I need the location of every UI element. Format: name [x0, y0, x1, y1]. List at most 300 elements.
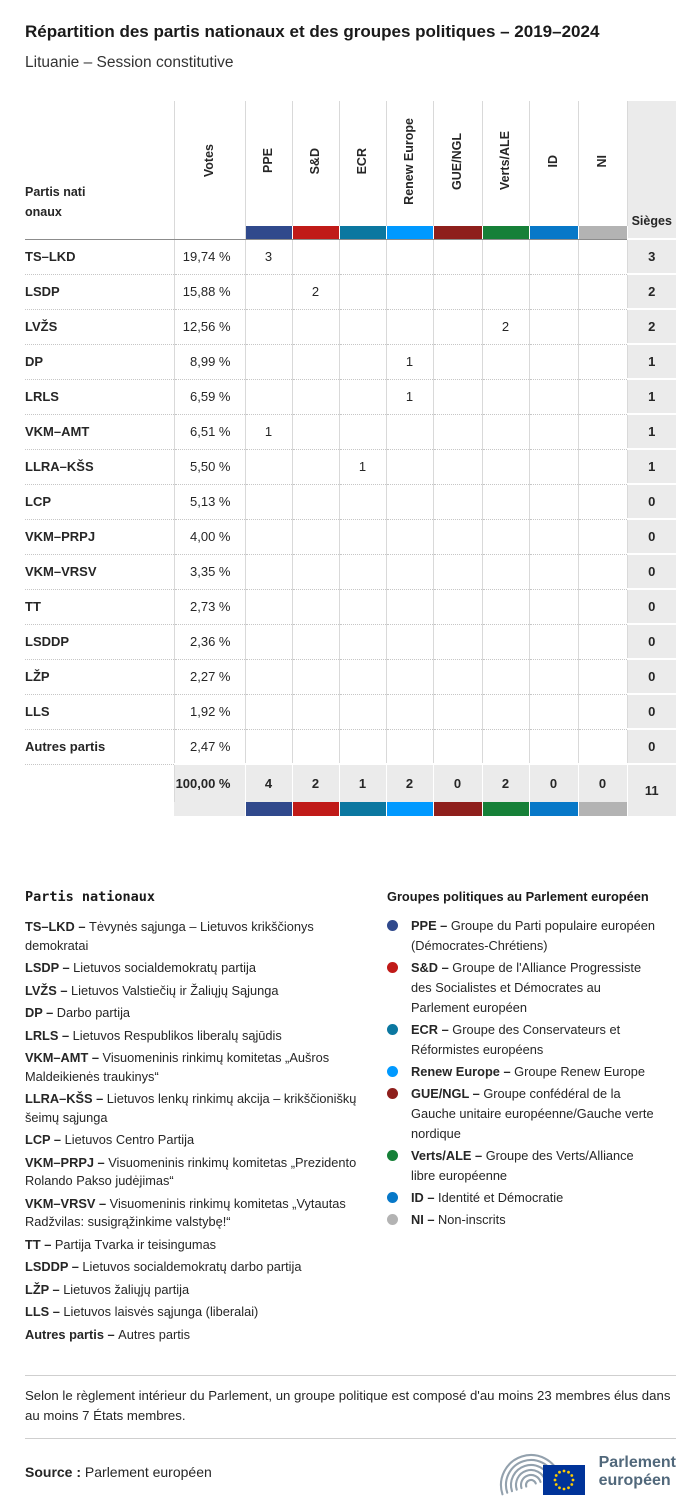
ep-logo-icon: [493, 1445, 589, 1499]
party-code: LSDDP: [25, 624, 174, 659]
group-legend-name: Identité et Démocratie: [438, 1190, 564, 1205]
group-legend-name: Groupe des Verts/Alliance libre européenne: [411, 1148, 634, 1183]
group-color-swatch-guengl: [433, 802, 482, 816]
divider: [25, 1438, 676, 1439]
party-legend-code: LVŽS: [25, 982, 57, 998]
table-row: [25, 694, 676, 729]
group-seat-cell: [292, 484, 339, 519]
group-seat-cell: [433, 694, 482, 729]
votes-value: 8,99 %: [174, 344, 245, 379]
party-code: LŽP: [25, 659, 174, 694]
party-code: DP: [25, 344, 174, 379]
group-seat-cell: [386, 624, 433, 659]
party-legend-code: VKM–AMT: [25, 1050, 89, 1065]
group-seat-cell: [482, 659, 529, 694]
party-code: LCP: [25, 484, 174, 519]
group-seat-cell: [529, 484, 578, 519]
table-row: [25, 309, 676, 344]
sieges-value: 2: [627, 309, 676, 344]
group-legend-name: Groupe des Conservateurs et Réformistes européens: [411, 1022, 621, 1057]
sieges-value: 0: [627, 694, 676, 729]
group-seat-cell: [245, 309, 292, 344]
group-seat-cell: [245, 694, 292, 729]
group-seat-cell: [482, 274, 529, 309]
group-seat-cell: [339, 554, 386, 589]
votes-value: 5,50 %: [174, 449, 245, 484]
group-seat-cell: [386, 729, 433, 764]
group-seat-cell: [578, 309, 627, 344]
group-seat-cell: [578, 379, 627, 414]
sieges-column-header: Sièges: [627, 101, 676, 239]
party-code: Autres partis: [25, 729, 174, 764]
total-group-seats: 4: [245, 764, 292, 802]
group-seat-cell: 1: [245, 414, 292, 449]
header-color-bar: [25, 226, 676, 239]
group-seat-cell: [339, 729, 386, 764]
group-legend-header: Groupes politiques au Parlement européen: [387, 889, 649, 904]
group-legend-name: Groupe confédéral de la Gauche unitaire européenne/Gauche verte nordique: [411, 1086, 654, 1141]
table-row: [25, 554, 676, 589]
group-seat-cell: [433, 484, 482, 519]
group-seat-cell: [386, 519, 433, 554]
party-legend-name: Lietuvos lenkų rinkimų akcija – krikščioniškų šeimų sąjunga: [25, 1091, 357, 1125]
party-legend-code: Autres partis: [25, 1326, 104, 1342]
group-seat-cell: [433, 309, 482, 344]
total-group-seats: 0: [529, 764, 578, 802]
group-seat-cell: [433, 729, 482, 764]
party-code: VKM–AMT: [25, 414, 174, 449]
group-seat-cell: [529, 729, 578, 764]
group-seat-cell: [578, 414, 627, 449]
party-legend-item: DP – Darbo partija: [25, 1005, 131, 1020]
group-seat-cell: [245, 729, 292, 764]
group-color-dot: [387, 1088, 398, 1099]
group-seat-cell: [433, 379, 482, 414]
group-legend-name: Groupe de l'Alliance Progressiste des Socialistes et Démocrates au Parlement européen: [411, 960, 642, 1015]
group-seat-cell: [529, 414, 578, 449]
group-seat-cell: [578, 344, 627, 379]
ep-logo-wordmark: Parlement européen: [598, 1454, 676, 1489]
group-legend: [387, 889, 659, 1348]
party-legend-name: Darbo partija: [56, 1005, 131, 1020]
group-seat-cell: [578, 274, 627, 309]
group-seat-cell: [433, 624, 482, 659]
group-seat-cell: [578, 659, 627, 694]
legends-section: [25, 889, 676, 1348]
group-seat-cell: [529, 449, 578, 484]
party-legend-code: VKM–VRSV: [25, 1195, 96, 1211]
group-seat-cell: [292, 659, 339, 694]
total-votes: 100,00 %: [174, 764, 245, 802]
group-seat-cell: [529, 274, 578, 309]
party-legend-code: TS–LKD: [25, 919, 75, 934]
party-code: LLRA–KŠS: [25, 449, 174, 484]
party-legend-name: Visuomeninis rinkimų komitetas „Vytautas Radžvilas: susigrąžinkime valstybę!“: [25, 1195, 346, 1229]
group-seat-cell: 2: [292, 274, 339, 309]
party-legend-name: Tėvynės sąjunga – Lietuvos krikščionys demokratai: [25, 919, 314, 953]
group-legend-name: Groupe du Parti populaire européen (Démocrates-Chrétiens): [411, 918, 656, 953]
group-seat-cell: [529, 659, 578, 694]
group-legend-code: ECR: [411, 1022, 439, 1037]
group-seat-cell: [386, 694, 433, 729]
party-legend-code: TT: [25, 1236, 41, 1252]
party-legend-item: LLS – Lietuvos laisvės sąjunga (liberalai): [25, 1304, 259, 1319]
eu-flag-icon: [543, 1465, 585, 1495]
group-column-header-ni: NI: [594, 155, 609, 168]
votes-value: 6,51 %: [174, 414, 245, 449]
sieges-value: 1: [627, 344, 676, 379]
group-legend-code: NI: [411, 1212, 424, 1227]
sieges-value: 1: [627, 379, 676, 414]
group-seat-cell: [482, 239, 529, 274]
group-seat-cell: [292, 589, 339, 624]
group-seat-cell: [578, 239, 627, 274]
group-seat-cell: [386, 589, 433, 624]
group-seat-cell: [433, 554, 482, 589]
table-header-row: [25, 101, 676, 226]
group-legend-code: ID: [411, 1190, 424, 1205]
group-legend-code: PPE: [411, 918, 437, 933]
party-legend-code: LSDDP: [25, 1259, 69, 1274]
party-legend-item: LRLS – Lietuvos Respublikos liberalų sąjūdis: [25, 1027, 282, 1043]
party-legend-name: Lietuvos socialdemokratų partija: [73, 960, 256, 975]
party-legend: [25, 889, 379, 1348]
group-legend-item: GUE/NGL – Groupe confédéral de la Gauche unitaire européenne/Gauche verte nordique: [387, 1084, 659, 1144]
group-color-dot: [387, 1024, 398, 1035]
votes-value: 2,47 %: [174, 729, 245, 764]
footnote: Selon le règlement intérieur du Parlement, un groupe politique est composé d'au moins 23 membres élus dans au moins 7 États membres.: [25, 1388, 671, 1423]
total-group-seats: 2: [292, 764, 339, 802]
group-color-swatch-ppe: [245, 802, 292, 816]
group-color-swatch-ni: [578, 226, 627, 239]
group-legend-code: GUE/NGL: [411, 1086, 470, 1101]
group-seat-cell: [292, 379, 339, 414]
sieges-value: 0: [627, 554, 676, 589]
group-color-dot: [387, 1150, 398, 1161]
group-color-dot: [387, 962, 398, 973]
party-code: VKM–PRPJ: [25, 519, 174, 554]
group-seat-cell: [529, 309, 578, 344]
group-column-header-sd: S&D: [307, 147, 322, 175]
group-column-header-vertsale: Verts/ALE: [497, 131, 512, 191]
party-legend-name: Autres partis: [118, 1326, 191, 1342]
group-color-swatch-id: [529, 802, 578, 816]
sieges-value: 0: [627, 659, 676, 694]
group-seat-cell: [578, 589, 627, 624]
votes-value: 3,35 %: [174, 554, 245, 589]
party-legend-item: LŽP – Lietuvos žaliųjų partija: [25, 1281, 190, 1297]
party-legend-code: LSDP: [25, 960, 59, 975]
group-seat-cell: [339, 344, 386, 379]
group-seat-cell: [433, 589, 482, 624]
party-legend-item: LVŽS – Lietuvos Valstiečių ir Žaliųjų Sąjunga: [25, 982, 279, 998]
group-seat-cell: [245, 624, 292, 659]
votes-value: 4,00 %: [174, 519, 245, 554]
group-seat-cell: [386, 309, 433, 344]
votes-value: 1,92 %: [174, 694, 245, 729]
group-column-header-guengl: GUE/NGL: [449, 132, 464, 190]
table-row: [25, 449, 676, 484]
group-seat-cell: [482, 484, 529, 519]
group-seat-cell: [529, 239, 578, 274]
footer-bar-spacer: [174, 802, 245, 816]
group-color-swatch-guengl: [433, 226, 482, 239]
source-label: Source :: [25, 1464, 82, 1480]
table-row: [25, 344, 676, 379]
sieges-value: 0: [627, 624, 676, 659]
group-seat-cell: 2: [482, 309, 529, 344]
divider: [25, 1375, 676, 1376]
group-seat-cell: [292, 239, 339, 274]
party-code: LVŽS: [25, 309, 174, 344]
group-legend-list: [387, 916, 659, 1230]
party-legend-name: Lietuvos žaliųjų partija: [63, 1281, 190, 1297]
total-group-seats: 1: [339, 764, 386, 802]
table-row: [25, 624, 676, 659]
party-legend-name: Lietuvos socialdemokratų darbo partija: [82, 1259, 302, 1274]
group-seat-cell: [482, 624, 529, 659]
group-seat-cell: [339, 589, 386, 624]
group-seat-cell: [578, 554, 627, 589]
group-seat-cell: [433, 274, 482, 309]
group-seat-cell: [245, 449, 292, 484]
footer-bar-spacer: [25, 802, 174, 816]
group-legend-item: NI – Non-inscrits: [387, 1210, 659, 1230]
group-seat-cell: [482, 729, 529, 764]
group-color-swatch-vertsale: [482, 226, 529, 239]
group-seat-cell: [339, 659, 386, 694]
group-seat-cell: [339, 414, 386, 449]
group-color-swatch-vertsale: [482, 802, 529, 816]
party-legend-code: VKM–PRPJ: [25, 1154, 94, 1170]
total-group-seats: 2: [482, 764, 529, 802]
party-legend-code: LŽP: [25, 1281, 49, 1297]
header-bar-spacer: [174, 226, 245, 239]
party-legend-name: Visuomeninis rinkimų komitetas „Prezidento Rolando Pakso judėjimas“: [25, 1154, 357, 1188]
votes-value: 6,59 %: [174, 379, 245, 414]
group-seat-cell: [433, 344, 482, 379]
party-legend-item: VKM–AMT – Visuomeninis rinkimų komitetas „Aušros Maldeikienės traukinys“: [25, 1050, 330, 1084]
total-row: [25, 764, 676, 802]
votes-value: 2,36 %: [174, 624, 245, 659]
party-legend-code: LCP: [25, 1132, 51, 1147]
group-column-header-renew: Renew Europe: [401, 117, 416, 205]
group-column-header-ecr: ECR: [354, 147, 369, 175]
header-bar-spacer: [25, 226, 174, 239]
group-legend-code: Renew Europe: [411, 1064, 500, 1079]
party-legend-item: Autres partis – Autres partis: [25, 1326, 191, 1342]
votes-value: 2,73 %: [174, 589, 245, 624]
group-legend-item: ID – Identité et Démocratie: [387, 1188, 659, 1208]
sieges-value: 2: [627, 274, 676, 309]
group-color-dot: [387, 1192, 398, 1203]
group-seat-cell: [292, 309, 339, 344]
group-seat-cell: [292, 344, 339, 379]
group-seat-cell: 1: [339, 449, 386, 484]
party-legend-item: LSDDP – Lietuvos socialdemokratų darbo partija: [25, 1259, 302, 1274]
group-seat-cell: [529, 344, 578, 379]
source-line: [25, 1464, 212, 1480]
group-legend-code: S&D: [411, 960, 439, 975]
party-code: LRLS: [25, 379, 174, 414]
group-seat-cell: [386, 659, 433, 694]
group-seat-cell: [386, 239, 433, 274]
party-legend-code: LLS: [25, 1304, 50, 1319]
group-seat-cell: [245, 519, 292, 554]
party-legend-item: LSDP – Lietuvos socialdemokratų partija: [25, 960, 256, 975]
group-seat-cell: [386, 449, 433, 484]
group-seat-cell: [578, 449, 627, 484]
party-code: TS–LKD: [25, 239, 174, 274]
votes-column-header: Votes: [201, 144, 216, 178]
footer: [25, 1443, 676, 1501]
table-row: [25, 729, 676, 764]
party-legend-name: Lietuvos laisvės sąjunga (liberalai): [63, 1304, 259, 1319]
group-seat-cell: [529, 694, 578, 729]
group-column-header-id: ID: [545, 155, 560, 168]
group-seat-cell: [578, 484, 627, 519]
group-seat-cell: [482, 414, 529, 449]
group-seat-cell: [482, 589, 529, 624]
group-seat-cell: [245, 554, 292, 589]
group-color-swatch-id: [529, 226, 578, 239]
group-seat-cell: [386, 274, 433, 309]
group-seat-cell: [339, 519, 386, 554]
group-legend-name: Groupe Renew Europe: [514, 1064, 646, 1079]
total-group-seats: 2: [386, 764, 433, 802]
total-spacer: [25, 764, 174, 802]
infographic-page: [0, 22, 700, 1501]
group-color-swatch-ni: [578, 802, 627, 816]
sieges-value: 0: [627, 519, 676, 554]
party-legend-name: Lietuvos Valstiečių ir Žaliųjų Sąjunga: [71, 982, 279, 998]
footer-color-bar: [25, 802, 676, 816]
group-seat-cell: [245, 274, 292, 309]
group-legend-name: Non-inscrits: [438, 1212, 506, 1227]
group-seat-cell: [292, 729, 339, 764]
group-seat-cell: [529, 589, 578, 624]
group-legend-item: Verts/ALE – Groupe des Verts/Alliance libre européenne: [387, 1146, 659, 1186]
party-legend-name: Lietuvos Centro Partija: [64, 1132, 195, 1147]
party-legend-item: VKM–PRPJ – Visuomeninis rinkimų komitetas „Prezidento Rolando Pakso judėjimas“: [25, 1154, 357, 1188]
group-legend-item: Renew Europe – Groupe Renew Europe: [387, 1062, 659, 1082]
party-code: VKM–VRSV: [25, 554, 174, 589]
party-legend-name: Visuomeninis rinkimų komitetas „Aušros Maldeikienės traukinys“: [25, 1050, 330, 1084]
table-row: [25, 659, 676, 694]
group-seat-cell: [529, 519, 578, 554]
group-seat-cell: [529, 554, 578, 589]
results-table: [25, 101, 676, 816]
total-group-seats: 0: [578, 764, 627, 802]
group-seat-cell: [529, 624, 578, 659]
group-seat-cell: [339, 309, 386, 344]
group-seat-cell: [339, 274, 386, 309]
group-legend-item: S&D – Groupe de l'Alliance Progressiste des Socialistes et Démocrates au Parlement européen: [387, 958, 659, 1018]
party-code: LSDP: [25, 274, 174, 309]
party-legend-header: Partis nationaux: [25, 889, 156, 905]
table-row: [25, 519, 676, 554]
party-legend-name: Partija Tvarka ir teisingumas: [54, 1236, 217, 1252]
group-seat-cell: [482, 519, 529, 554]
group-seat-cell: [433, 519, 482, 554]
group-color-dot: [387, 1214, 398, 1225]
party-legend-item: TS–LKD – Tėvynės sąjunga – Lietuvos krikščionys demokratai: [25, 919, 314, 953]
group-color-swatch-sd: [292, 802, 339, 816]
group-seat-cell: [292, 519, 339, 554]
group-seat-cell: [433, 449, 482, 484]
sieges-value: 0: [627, 729, 676, 764]
party-legend-item: LLRA–KŠS – Lietuvos lenkų rinkimų akcija – krikščioniškų šeimų sąjunga: [25, 1091, 357, 1125]
group-seat-cell: [245, 659, 292, 694]
votes-value: 5,13 %: [174, 484, 245, 519]
group-seat-cell: [292, 694, 339, 729]
group-seat-cell: [482, 379, 529, 414]
sieges-value: 1: [627, 449, 676, 484]
group-seat-cell: [339, 239, 386, 274]
group-seat-cell: [578, 624, 627, 659]
party-legend-code: LRLS: [25, 1027, 59, 1043]
group-seat-cell: 1: [386, 379, 433, 414]
table-row: [25, 239, 676, 274]
group-legend-code: Verts/ALE: [411, 1148, 472, 1163]
party-column-header: Partis nationaux: [25, 185, 86, 219]
group-seat-cell: [292, 624, 339, 659]
ep-logo: [493, 1445, 676, 1499]
group-color-swatch-renew: [386, 226, 433, 239]
group-color-swatch-ecr: [339, 226, 386, 239]
party-legend-item: VKM–VRSV – Visuomeninis rinkimų komitetas „Vytautas Radžvilas: susigrąžinkime valstybę!“: [25, 1195, 346, 1229]
group-seat-cell: [339, 694, 386, 729]
group-seat-cell: [292, 554, 339, 589]
source-value: Parlement européen: [84, 1464, 212, 1480]
party-legend-item: LCP – Lietuvos Centro Partija: [25, 1132, 195, 1147]
group-color-dot: [387, 920, 398, 931]
group-seat-cell: [245, 344, 292, 379]
table-row: [25, 484, 676, 519]
group-color-swatch-sd: [292, 226, 339, 239]
votes-value: 19,74 %: [174, 239, 245, 274]
group-seat-cell: 3: [245, 239, 292, 274]
table-row: [25, 274, 676, 309]
party-legend-item: TT – Partija Tvarka ir teisingumas: [25, 1236, 217, 1252]
group-seat-cell: [482, 449, 529, 484]
group-seat-cell: [245, 379, 292, 414]
group-seat-cell: [433, 659, 482, 694]
group-color-swatch-ecr: [339, 802, 386, 816]
table-row: [25, 379, 676, 414]
group-seat-cell: [482, 554, 529, 589]
sieges-value: 0: [627, 589, 676, 624]
group-seat-cell: 1: [386, 344, 433, 379]
group-seat-cell: [245, 589, 292, 624]
group-seat-cell: [386, 414, 433, 449]
table-row: [25, 589, 676, 624]
group-seat-cell: [245, 484, 292, 519]
total-group-seats: 0: [433, 764, 482, 802]
group-seat-cell: [482, 694, 529, 729]
group-seat-cell: [339, 624, 386, 659]
group-seat-cell: [386, 484, 433, 519]
party-legend-list: [25, 918, 379, 1344]
group-color-swatch-ppe: [245, 226, 292, 239]
group-seat-cell: [578, 519, 627, 554]
party-legend-name: Lietuvos Respublikos liberalų sąjūdis: [72, 1027, 282, 1043]
group-seat-cell: [482, 344, 529, 379]
party-code: LLS: [25, 694, 174, 729]
group-color-dot: [387, 1066, 398, 1077]
group-color-swatch-renew: [386, 802, 433, 816]
group-seat-cell: [578, 729, 627, 764]
